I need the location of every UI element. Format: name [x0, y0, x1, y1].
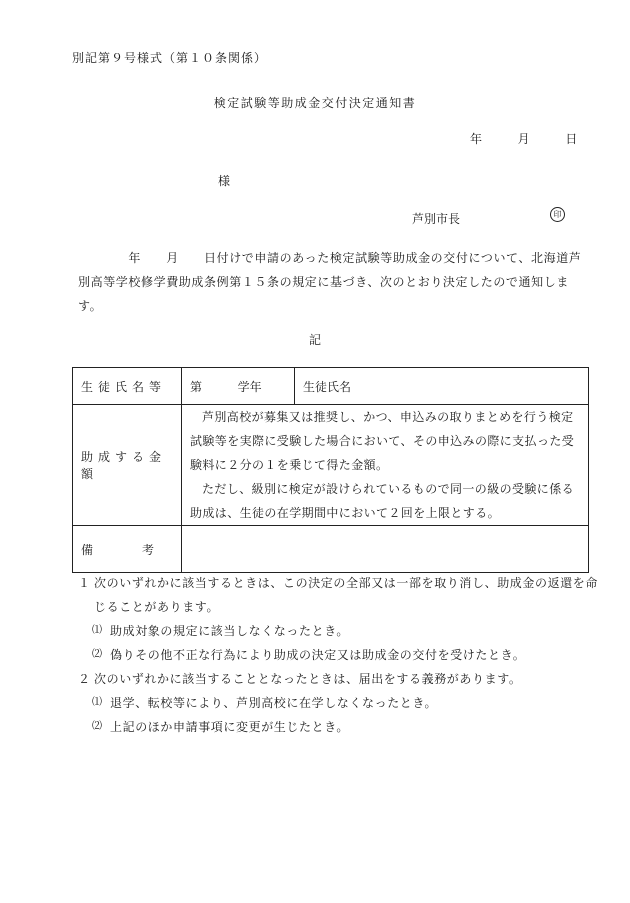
remarks-label-1: 備 [81, 542, 99, 557]
remarks-label [73, 526, 182, 573]
student-name-cell [295, 368, 589, 405]
student-row [73, 368, 589, 405]
note-text: 次のいずれかに該当することとなったときは、届出をする義務があります。 [94, 672, 522, 686]
amount-text-2: ただし、級別に検定が設けられているもので同一の級の受験に係る助成は、生徒の在学期間中において２回を上限とする。 [190, 482, 575, 520]
note-text: 助成対象の規定に該当しなくなったとき。 [110, 624, 349, 638]
note-number: ⑴ [92, 625, 103, 636]
seal-mark: 印 [550, 207, 565, 222]
note-text: 偽りその他不正な行為により助成の決定又は助成金の交付を受けたとき。 [110, 648, 526, 662]
note-number: ⑵ [92, 721, 103, 732]
date-year: 年 [470, 132, 483, 146]
issue-date [470, 130, 577, 147]
note-1-1 [78, 619, 598, 643]
note-number: ⑴ [92, 697, 103, 708]
note-text: 退学、転校等により、芦別高校に在学しなくなったとき。 [110, 696, 438, 710]
note-number: １ [78, 576, 91, 590]
date-month: 月 [517, 132, 530, 146]
note-number: ⑵ [92, 649, 103, 660]
ki-heading: 記 [308, 333, 321, 347]
form-number-label: 別記第９号様式（第１０条関係） [72, 51, 268, 65]
note-text: 上記のほか申請事項に変更が生じたとき。 [110, 720, 349, 734]
date-day: 日 [565, 132, 578, 146]
note-2-2 [78, 715, 598, 739]
note-2 [78, 667, 598, 691]
remarks-row [73, 526, 589, 573]
amount-description [182, 405, 589, 526]
note-2-1 [78, 691, 598, 715]
amount-label: 助成する金額 [73, 405, 182, 526]
note-1 [78, 571, 598, 619]
grade-prefix: 第 [190, 379, 203, 394]
sender-name: 芦別市長 [412, 212, 461, 226]
note-text: 次のいずれかに該当するときは、この決定の全部又は一部を取り消し、助成金の返還を命じることがあります。 [94, 576, 599, 614]
notice-body: 年 月 日付けで申請のあった検定試験等助成金の交付について、北海道芦別高等学校修学費助成条例第１５条の規定に基づき、次のとおり決定したので通知します。 [78, 251, 582, 313]
grade-suffix: 学年 [237, 379, 262, 394]
decision-table [72, 367, 589, 573]
addressee-suffix: 様 [218, 174, 231, 188]
notes-section [78, 571, 598, 739]
remarks-label-2: 考 [141, 542, 159, 557]
student-label: 生徒氏名等 [73, 368, 182, 405]
amount-row [73, 405, 589, 526]
grade-cell [182, 368, 295, 405]
remarks-cell [182, 526, 589, 573]
note-1-2 [78, 643, 598, 667]
amount-text-1: 芦別高校が募集又は推奨し、かつ、申込みの取りまとめを行う検定試験等を実際に受験した場合において、その申込みの際に支払った受験料に２分の１を乗じて得た金額。 [190, 410, 575, 472]
note-number: ２ [78, 672, 91, 686]
student-name-label: 生徒氏名 [303, 379, 352, 394]
document-title: 検定試験等助成金交付決定通知書 [213, 96, 417, 110]
